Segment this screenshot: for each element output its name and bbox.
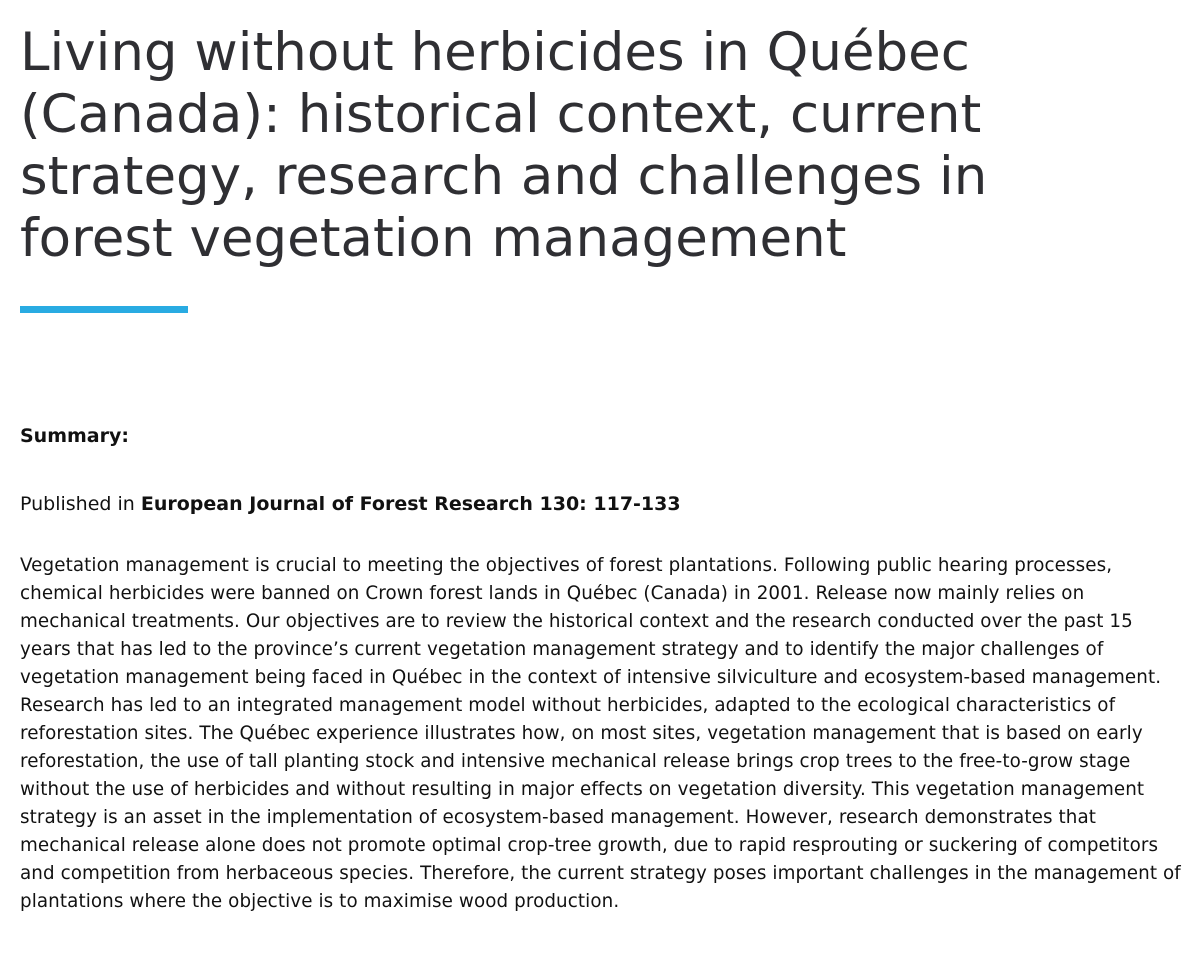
abstract-text: Vegetation management is crucial to meeting the objectives of forest plantations. Following public hearing processes, chemical herbicides were banned on Crown forest lands in Québec (Canada) in 2001. Release now mainly relies on mechanical treatments. Our objectives are to review the historical context and the research conducted over the past 15 years that has led to the province’s current vegetation management strategy and to identify the major challenges of vegetation management being faced in Québec in the context of intensive silviculture and ecosystem-based management. Research has led to an integrated management model without herbicides, adapted to the ecological characteristics of reforestation sites. The Québec experience illustrates how, on most sites, vegetation management that is based on early reforestation, the use of tall planting stock and intensive mechanical release brings crop trees to the free-to-grow stage without the use of herbicides and without resulting in major effects on vegetation diversity. This vegetation management strategy is an asset in the implementation of ecosystem-based management. However, research demonstrates that mechanical release alone does not promote optimal crop-tree growth, due to rapid resprouting or suckering of competitors and competition from herbaceous species. Therefore, the current strategy poses important challenges in the management of plantations where the objective is to maximise wood production. [20,555,1181,912]
title-accent-bar [20,306,188,313]
article-page [20,0,1190,912]
page-title: Living without herbicides in Québec (Canada): historical context, current strategy, research and challenges in forest vegetation management [20,22,988,269]
summary-label: Summary: [20,425,129,447]
journal-citation: European Journal of Forest Research 130: 117-133 [140,493,681,515]
published-prefix: Published in [20,493,141,515]
publication-line [20,492,681,516]
